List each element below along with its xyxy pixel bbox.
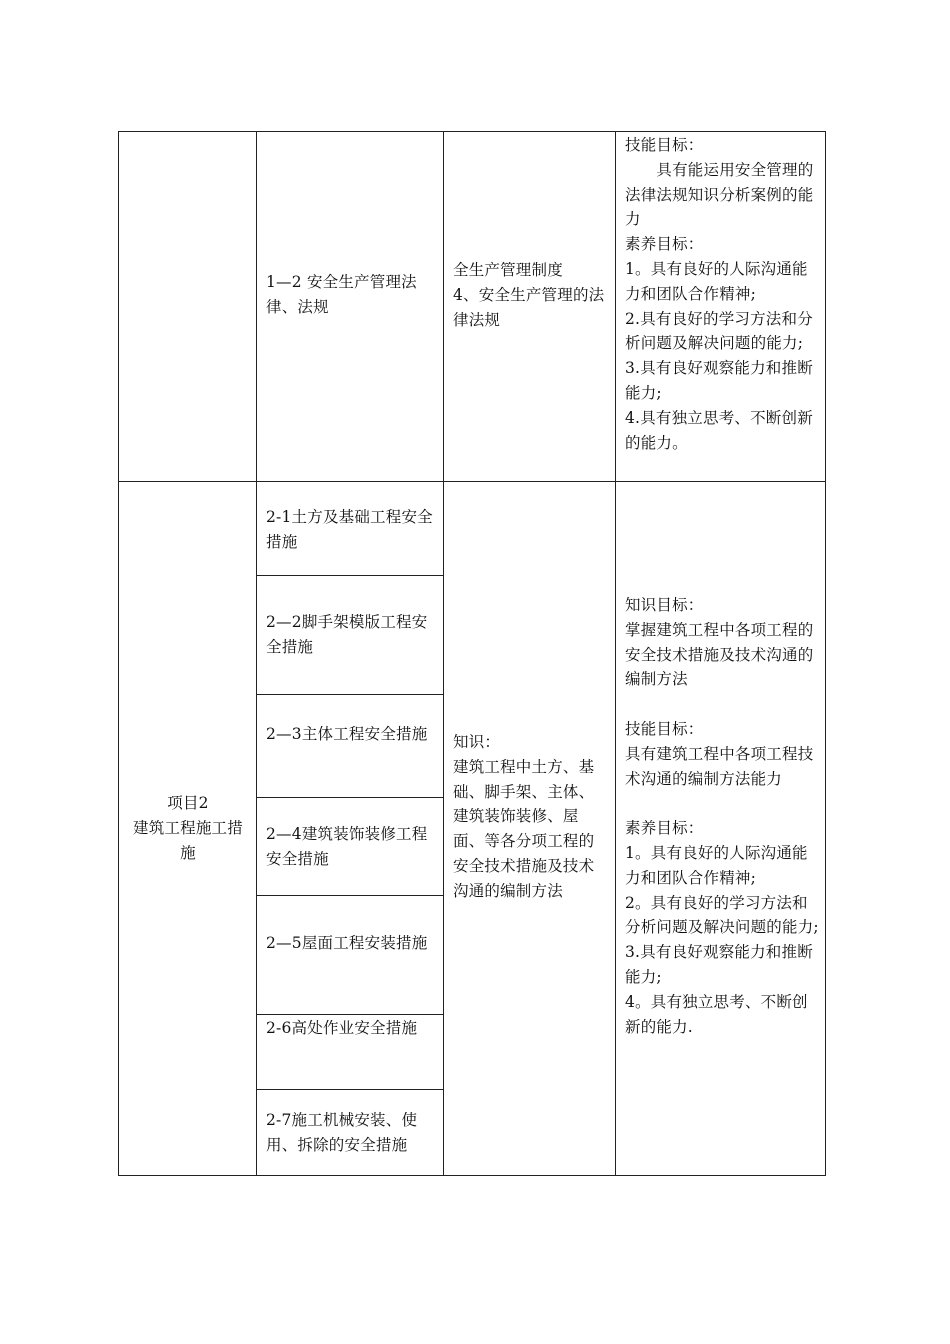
table-border-left — [118, 131, 119, 1176]
table-border-bottom — [118, 1175, 826, 1176]
row2-project-cell — [126, 791, 250, 865]
objective-line: 知识目标： — [625, 596, 704, 614]
topic-2-4: 2—4建筑装饰装修工程安全措施 — [266, 825, 428, 868]
topic-2-7: 2-7施工机械安装、使用、拆除的安全措施 — [266, 1111, 418, 1154]
project-number: 项目2 — [167, 794, 209, 812]
row1-topic-cell — [266, 270, 436, 320]
row1-objectives-cell — [625, 133, 819, 455]
topic-2-3: 2—3主体工程安全措施 — [266, 725, 428, 743]
objective-spacer — [625, 791, 819, 816]
subrow-divider — [256, 1089, 444, 1090]
objective-line: 3.具有良好观察能力和推断能力; — [625, 359, 813, 402]
objective-line: 2。具有良好的学习方法和分析问题及解决问题的能力; — [625, 893, 819, 937]
subrow-divider — [256, 575, 444, 576]
objective-line: 2.具有良好的学习方法和分析问题及解决问题的能力; — [625, 309, 813, 353]
subrow-divider — [256, 797, 444, 798]
topic-2-6: 2-6高处作业安全措施 — [266, 1019, 418, 1037]
row1-content-cell — [453, 258, 609, 332]
topic-2-1: 2-1土方及基础工程安全措施 — [266, 508, 433, 551]
column-divider-1 — [256, 131, 257, 1176]
subrow-divider — [256, 694, 444, 695]
objective-line: 技能目标： — [625, 136, 704, 154]
table-border-right — [825, 131, 826, 1176]
column-divider-2 — [443, 131, 444, 1176]
objective-spacer — [625, 692, 819, 717]
objective-line: 素养目标： — [625, 819, 704, 838]
subrow-divider — [256, 895, 444, 896]
content-heading: 知识： — [453, 733, 501, 751]
objective-line: 素养目标： — [625, 235, 704, 254]
objective-line: 1。具有良好的人际沟通能力和团队合作精神; — [625, 259, 808, 303]
row-divider — [118, 481, 826, 482]
content-line: 4、安全生产管理的法律法规 — [453, 285, 605, 329]
topic-2-2: 2—2脚手架模版工程安全措施 — [266, 613, 428, 656]
objective-line: 4.具有独立思考、不断创新的能力。 — [625, 408, 813, 452]
table-border-top — [118, 131, 826, 132]
objective-line: 具有建筑工程中各项工程技术沟通的编制方法能力 — [625, 744, 814, 788]
topic-2-5: 2—5屋面工程安装措施 — [266, 934, 428, 952]
row2-objectives-cell — [625, 593, 819, 1039]
column-divider-3 — [615, 131, 616, 1176]
objective-line: 具有能运用安全管理的法律法规知识分析案例的能力 — [625, 160, 814, 229]
topic-text: 1—2 安全生产管理法律、法规 — [266, 273, 417, 316]
subrow-divider — [256, 1014, 444, 1015]
project-title: 建筑工程施工措施 — [133, 818, 243, 862]
objective-line: 4。具有独立思考、不断创新的能力. — [625, 992, 808, 1036]
objective-line: 掌握建筑工程中各项工程的安全技术措施及技术沟通的编制方法 — [625, 620, 814, 689]
objective-line: 技能目标： — [625, 719, 704, 738]
content-text: 建筑工程中土方、基础、脚手架、主体、建筑装饰装修、屋面、等各分项工程的安全技术措施及技术沟通的编制方法 — [453, 757, 595, 900]
row2-content-cell — [453, 730, 609, 904]
content-line: 全生产管理制度 — [453, 261, 563, 279]
objective-line: 3.具有良好观察能力和推断能力; — [625, 943, 813, 986]
objective-line: 1。具有良好的人际沟通能力和团队合作精神; — [625, 843, 808, 887]
